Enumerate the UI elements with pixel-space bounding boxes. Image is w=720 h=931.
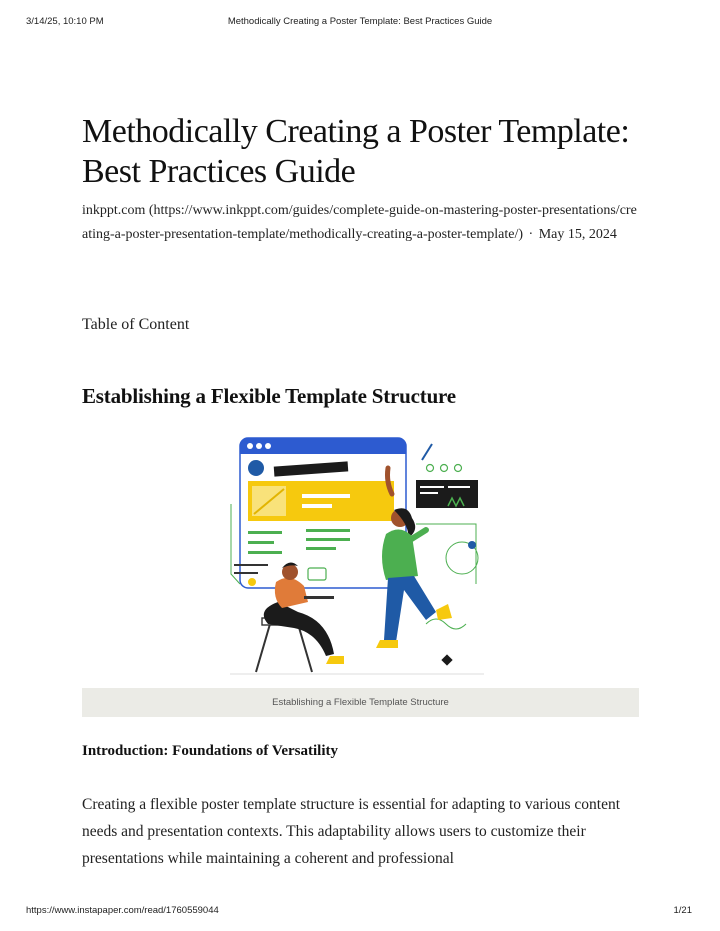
print-footer [26,905,694,919]
subsection-heading: Introduction: Foundations of Versatility [82,743,339,759]
article-figure [82,434,639,680]
page-number: 1/21 [673,905,692,916]
print-title: Methodically Creating a Poster Template: Best Practices Guide [227,16,493,27]
article-paragraph: Creating a flexible poster template structure is essential for adapting to various content needs and presentation contexts. This adaptability allows users to customize their presentations while maintaining a coherent and professional [82,796,621,867]
meta-separator: · [528,227,534,242]
table-of-content-toggle[interactable]: Table of Content [82,316,190,333]
template-design-illustration-icon [226,434,496,680]
figure-caption: Establishing a Flexible Template Structure [82,688,639,717]
print-datetime: 3/14/25, 10:10 PM [26,16,104,27]
source-link[interactable]: inkppt.com (https://www.inkppt.com/guides/complete-guide-on-mastering-poster-presentations/creating-a-poster-presentation-template/methodically-creating-a-poster-template/) [82,203,637,242]
publish-date: May 15, 2024 [538,227,617,242]
section-heading: Establishing a Flexible Template Structure [82,384,456,408]
article-meta [82,199,638,247]
article-header [82,112,638,247]
print-url: https://www.instapaper.com/read/1760559044 [26,905,219,916]
print-header [26,16,694,30]
article-title: Methodically Creating a Poster Template: Best Practices Guide [82,113,630,190]
